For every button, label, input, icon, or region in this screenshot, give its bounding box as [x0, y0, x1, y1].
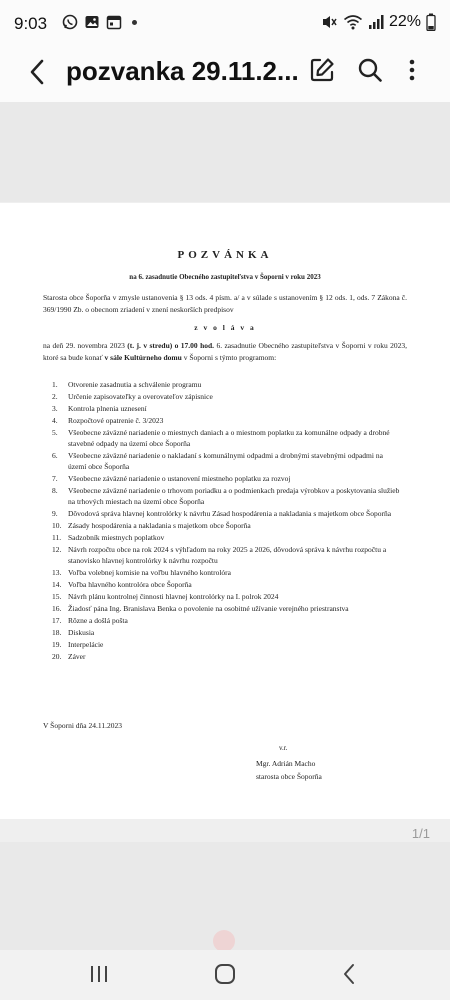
agenda-list	[52, 379, 402, 663]
recents-button[interactable]	[89, 964, 109, 984]
agenda-item-number: 5.	[52, 428, 58, 437]
date-text-post: v Šoporni s týmto programom:	[181, 353, 277, 362]
more-options-button[interactable]	[402, 56, 422, 86]
zvolava-heading: z v o l á v a	[194, 323, 256, 332]
agenda-item-text: Sadzobník miestnych poplatkov	[68, 533, 165, 542]
agenda-item	[52, 591, 402, 602]
calendar-icon	[106, 14, 122, 30]
status-time: 9:03	[14, 14, 48, 33]
agenda-item-text: Dôvodová správa hlavnej kontrolórky k návrhu Zásad hospodárenia a nakladania s majetkom obce Šoporňa	[68, 509, 392, 518]
edit-button[interactable]	[308, 56, 338, 86]
agenda-item-number: 4.	[52, 416, 58, 425]
document-page[interactable]	[0, 203, 450, 819]
agenda-item-number: 9.	[52, 509, 58, 518]
agenda-item-number: 10.	[52, 521, 62, 530]
agenda-item	[52, 391, 402, 402]
agenda-item-text: Záver	[68, 652, 86, 661]
agenda-item-text: Všeobecne záväzné nariadenie o miestnych daniach a o miestnom poplatku za komunálne odpady a drobné stavebné odpady na území obce Šoporňa	[68, 428, 390, 448]
agenda-item-number: 17.	[52, 616, 62, 625]
agenda-item-number: 11.	[52, 533, 62, 542]
agenda-item-text: Rozpočtové opatrenie č. 3/2023	[68, 416, 164, 425]
agenda-item-number: 3.	[52, 404, 58, 413]
battery-icon	[426, 13, 436, 31]
agenda-item-text: Žiadosť pána Ing. Branislava Benka o povolenie na osobitné užívanie verejného priestranstva	[68, 604, 349, 613]
agenda-item	[52, 532, 402, 543]
agenda-item-text: Zásady hospodárenia a nakladania s majetkom obce Šoporňa	[68, 521, 251, 530]
more-notifications-dot	[132, 20, 137, 25]
chevron-left-icon	[341, 963, 357, 985]
agenda-item-text: Všeobecne záväzné nariadenie o nakladaní s komunálnymi odpadmi a drobnými stavebnými odpadmi na území obce Šoporňa	[68, 451, 383, 471]
agenda-item-text: Otvorenie zasadnutia a schválenie programu	[68, 380, 202, 389]
agenda-item	[52, 520, 402, 531]
back-button[interactable]	[22, 57, 52, 87]
agenda-item-number: 19.	[52, 640, 62, 649]
meeting-date-paragraph	[43, 340, 407, 364]
battery-percentage: 22%	[388, 13, 421, 30]
invitation-title: POZVÁNKA	[177, 249, 273, 261]
agenda-item	[52, 485, 402, 507]
document-title: pozvanka 29.11.2...	[66, 56, 299, 86]
agenda-item-text: Interpelácie	[68, 640, 104, 649]
agenda-item	[52, 639, 402, 650]
signature-role: starosta obce Šoporňa	[256, 772, 322, 781]
gallery-icon	[84, 14, 100, 30]
agenda-item	[52, 567, 402, 578]
agenda-item	[52, 579, 402, 590]
signature-name: Mgr. Adrián Macho	[256, 759, 316, 768]
venue-bold: v sále Kultúrneho domu	[104, 353, 182, 362]
agenda-item-text: Návrh plánu kontrolnej činnosti hlavnej kontrolórky na I. polrok 2024	[68, 592, 279, 601]
home-button[interactable]	[214, 963, 236, 985]
search-icon	[356, 56, 384, 84]
agenda-item-text: Voľba volebnej komisie na voľbu hlavného kontrolóra	[68, 568, 232, 577]
agenda-item-number: 2.	[52, 392, 58, 401]
agenda-item-text: Diskusia	[68, 628, 95, 637]
intro-paragraph: Starosta obce Šoporňa v zmysle ustanovenia § 13 ods. 4 písm. a/ a v súlade s ustanovením § 12 ods. 1, ods. 7 Zákona č. 369/1990 Zb. o obecnom zriadení v znení neskorších predpisov	[43, 293, 407, 314]
mute-icon	[320, 14, 338, 30]
wifi-icon	[343, 14, 363, 30]
agenda-item-number: 12.	[52, 545, 62, 554]
agenda-item-number: 20.	[52, 652, 62, 661]
app-watermark-icon	[213, 930, 235, 952]
agenda-item-number: 8.	[52, 486, 58, 495]
invitation-subtitle: na 6. zasadnutie Obecného zastupiteľstva v Šoporni v roku 2023	[129, 273, 321, 281]
agenda-item-number: 18.	[52, 628, 62, 637]
agenda-item-number: 16.	[52, 604, 62, 613]
recents-icon	[89, 964, 109, 984]
edit-icon	[308, 56, 336, 84]
agenda-item-text: Rôzne a došlá pošta	[68, 616, 128, 625]
agenda-item-text: Všeobecne záväzné nariadenie o ustanovení miestneho poplatku za rozvoj	[68, 474, 291, 483]
system-icons	[320, 13, 436, 31]
page-counter: 1/1	[411, 826, 430, 841]
agenda-item	[52, 427, 402, 449]
agenda-item-text: Voľba hlavného kontrolóra obce Šoporňa	[68, 580, 192, 589]
agenda-item	[52, 450, 402, 472]
agenda-item-text: Určenie zapisovateľky a overovateľov zápisnice	[68, 392, 213, 401]
agenda-item	[52, 651, 402, 662]
agenda-item-text: Všeobecne záväzné nariadenie o trhovom poriadku a o podmienkach predaja výrobkov a poskytovania služieb na trhových miestach na území obce Šoporňa	[68, 486, 400, 506]
agenda-item	[52, 603, 402, 614]
date-text-pre: na deň 29. novembra 2023	[43, 341, 128, 350]
agenda-item	[52, 627, 402, 638]
agenda-item-number: 13.	[52, 568, 62, 577]
agenda-item-text: Kontrola plnenia uznesení	[68, 404, 147, 413]
place-and-date: V Šoporni dňa 24.11.2023	[43, 721, 122, 730]
agenda-item	[52, 473, 402, 484]
agenda-item	[52, 403, 402, 414]
more-vertical-icon	[402, 56, 422, 84]
agenda-item-text: Návrh rozpočtu obce na rok 2024 s výhľadom na roky 2025 a 2026, dôvodová správa k návrhu rozpočtu a stanovisko hlavnej kontrolórky k návrhu rozpočtu	[68, 545, 387, 565]
signature-vr: v.r.	[279, 744, 288, 752]
arrow-left-icon	[29, 59, 45, 85]
agenda-item	[52, 544, 402, 566]
nav-back-button[interactable]	[341, 963, 357, 985]
agenda-item	[52, 379, 402, 390]
signal-icon	[368, 14, 384, 30]
app-bar	[0, 44, 450, 102]
agenda-item-number: 14.	[52, 580, 62, 589]
whatsapp-icon	[62, 14, 78, 30]
date-text-mid: 6. zasadnutie Obecného zastupiteľstva v Šoporni v roku 2023, ktoré sa bude konať	[43, 341, 407, 362]
status-bar	[0, 0, 450, 44]
agenda-item	[52, 415, 402, 426]
home-icon	[214, 963, 236, 985]
agenda-item-number: 6.	[52, 451, 58, 460]
search-button[interactable]	[356, 56, 386, 86]
date-time-bold: (t. j. v stredu) o 17.00 hod.	[127, 341, 215, 350]
agenda-item	[52, 615, 402, 626]
agenda-item-number: 1.	[52, 380, 58, 389]
agenda-item-number: 7.	[52, 474, 58, 483]
agenda-item-number: 15.	[52, 592, 62, 601]
system-navigation-bar	[0, 950, 450, 1000]
agenda-item	[52, 508, 402, 519]
viewer-background-top	[0, 102, 450, 202]
notification-icons	[62, 14, 137, 30]
